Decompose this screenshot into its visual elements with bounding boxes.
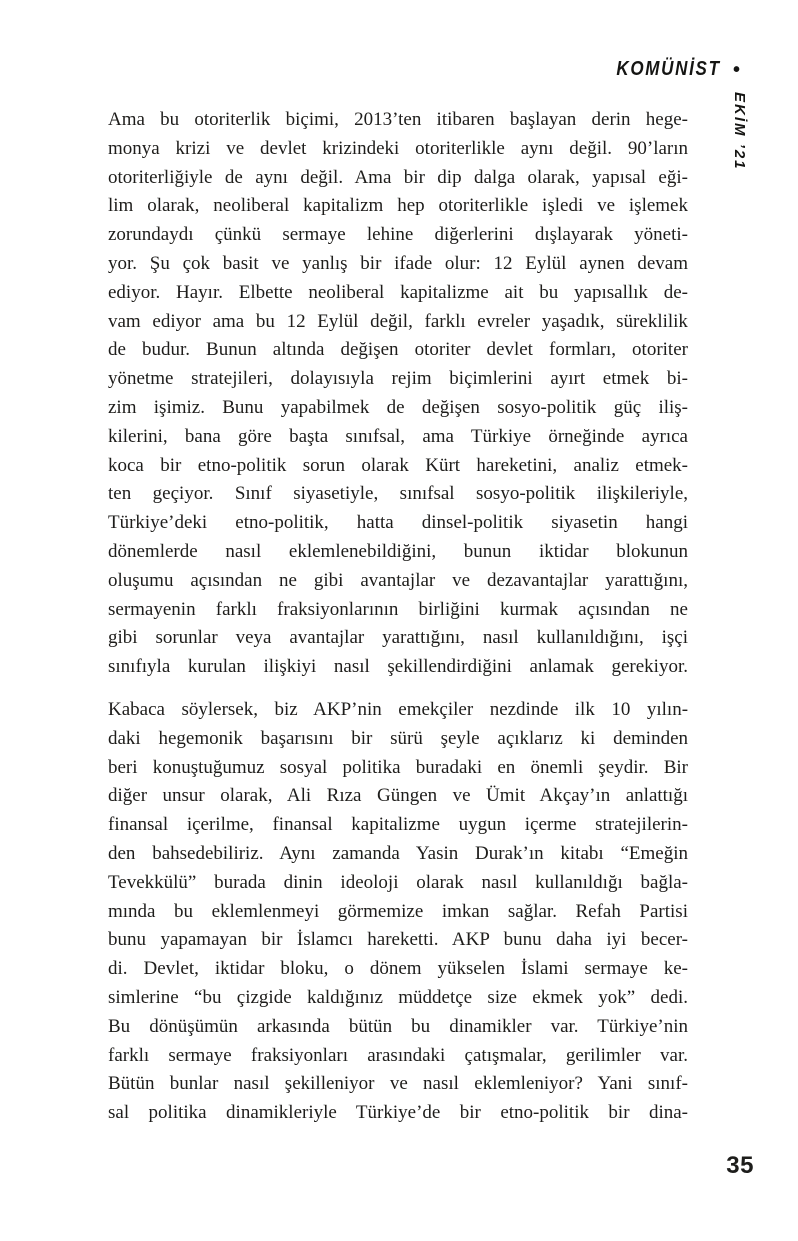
text-line: mında bu eklemlenmeyi görmemize imkan sağlar. Refah Partisi <box>108 900 688 922</box>
text-line: koca bir etno-politik sorun olarak Kürt hareketini, analiz etmek- <box>108 454 689 476</box>
text-line: simlerine “bu çizgide kaldığınız müddetçe size ekmek yok” dedi. <box>108 986 688 1008</box>
text-line: Bütün bunlar nasıl şekilleniyor ve nasıl eklemleniyor? Yani sınıf- <box>108 1073 688 1095</box>
text-line: yönetme stratejileri, dolayısıyla rejim biçimlerini ayırt etmek bi- <box>108 368 689 390</box>
page-number: 35 <box>726 1152 754 1179</box>
body-text <box>108 106 688 1128</box>
running-head <box>598 58 740 81</box>
text-line: gibi sorunlar veya avantajlar yarattığını, nasıl kullanıldığını, işçi <box>108 627 688 649</box>
text-line: de budur. Bunun altında değişen otoriter devlet formları, otoriter <box>108 339 688 361</box>
text-line: otoriterliğiyle de aynı değil. Ama bir dip dalga olarak, yapısal eği- <box>108 166 688 188</box>
text-line: zim işimiz. Bunu yapabilmek de değişen sosyo-politik güç iliş- <box>108 396 689 418</box>
text-line: finansal içerilme, finansal kapitalizme uygun içerme stratejilerin- <box>108 814 688 836</box>
paragraph <box>108 106 688 682</box>
text-line: Bu dönüşümün arkasında bütün bu dinamikler var. Türkiye’nin <box>108 1015 689 1037</box>
text-line: ediyor. Hayır. Elbette neoliberal kapitalizme ait bu yapısallık de- <box>108 281 688 303</box>
text-line: sınıfıyla kurulan ilişkiyi nasıl şekillendirdiğini anlamak gerekiyor. <box>108 656 688 678</box>
text-line: dönemlerde nasıl eklemlenebildiğini, bunun iktidar blokunun <box>108 540 689 562</box>
text-line: Türkiye’deki etno-politik, hatta dinsel-politik siyasetin hangi <box>108 512 688 534</box>
journal-title: KOMÜNİST <box>616 58 721 80</box>
text-line: kilerini, bana göre başta sınıfsal, ama Türkiye örneğinde ayrıca <box>108 425 688 447</box>
bullet-separator-icon: • <box>732 58 740 81</box>
text-line: zorundaydı çünkü sermaye lehine diğerlerini dışlayarak yöneti- <box>108 224 688 246</box>
text-line: beri konuştuğumuz sosyal politika buradaki en önemli şeydir. Bir <box>108 756 689 778</box>
text-line: yor. Şu çok basit ve yanlış bir ifade olur: 12 Eylül aynen devam <box>108 252 688 274</box>
text-line: bunu yapamayan bir İslamcı hareketti. AKP bunu daha iyi becer- <box>108 929 688 951</box>
text-line: sal politika dinamikleriyle Türkiye’de bir etno-politik bir dina- <box>108 1102 689 1124</box>
text-line: den bahsedebiliriz. Aynı zamanda Yasin Durak’ın kitabı “Emeğin <box>108 842 688 864</box>
text-line: monya krizi ve devlet krizindeki otoriterlikle aynı değil. 90’ların <box>108 137 689 159</box>
text-line: diğer unsur olarak, Ali Rıza Güngen ve Ümit Akçay’ın anlattığı <box>108 785 688 807</box>
text-line: farklı sermaye fraksiyonları arasındaki çatışmalar, gerilimler var. <box>108 1044 688 1066</box>
text-line: Ama bu otoriterlik biçimi, 2013’ten itibaren başlayan derin hege- <box>108 109 688 130</box>
text-line: daki hegemonik başarısını bir sürü şeyle açıklarız ki deminden <box>108 727 688 749</box>
text-line: vam ediyor ama bu 12 Eylül değil, farklı evreler yaşadık, süreklilik <box>108 310 688 332</box>
text-line: Tevekkülü” burada dinin ideoloji olarak nasıl kullanıldığı bağla- <box>108 871 688 893</box>
text-line: sermayenin farklı fraksiyonlarının birliğini kurmak açısından ne <box>108 598 688 620</box>
text-line: di. Devlet, iktidar bloku, o dönem yükselen İslami sermaye ke- <box>108 958 688 980</box>
text-line: oluşumu açısından ne gibi avantajlar ve dezavantajlar yarattığını, <box>108 569 688 591</box>
paragraph <box>108 696 688 1128</box>
text-line: lim olarak, neoliberal kapitalizm hep otoriterlikle işledi ve işlemek <box>108 195 688 217</box>
text-line: Kabaca söylersek, biz AKP’nin emekçiler nezdinde ilk 10 yılın- <box>108 698 689 720</box>
issue-label: EKİM ’21 <box>731 92 748 171</box>
text-line: ten geçiyor. Sınıf siyasetiyle, sınıfsal sosyo-politik ilişkileriyle, <box>108 483 689 505</box>
